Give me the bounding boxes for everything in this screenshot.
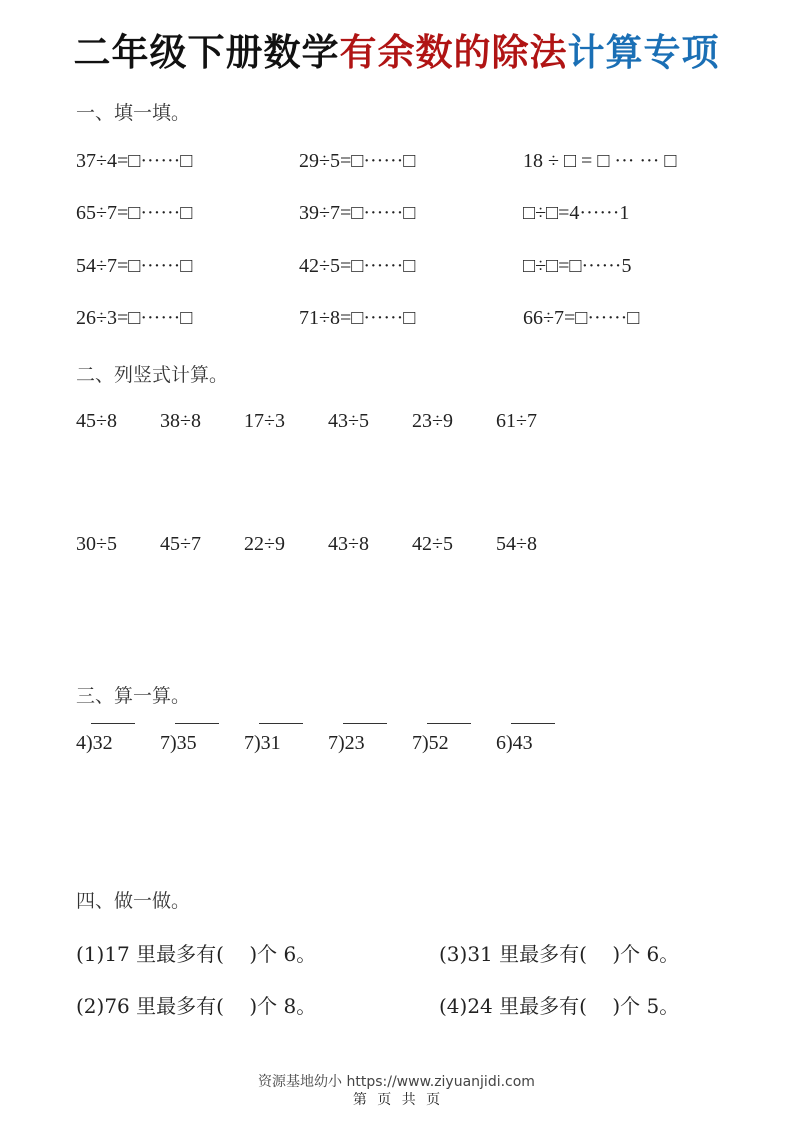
vertical-calc-item: 22÷9	[244, 533, 285, 555]
fill-blank-item: 65÷7=□······□	[76, 202, 193, 224]
title-part-type: 计算专项	[567, 31, 720, 74]
section-3-heading: 三、算一算。	[76, 685, 191, 707]
division-bracket-line	[91, 723, 135, 724]
word-question-item: (1)17 里最多有( )个 6。	[76, 942, 317, 966]
division-bracket-line	[175, 723, 219, 724]
section-4-heading: 四、做一做。	[76, 890, 191, 912]
long-division-text: 4)32	[76, 732, 113, 754]
fill-blank-item: 37÷4=□······□	[76, 150, 193, 172]
vertical-calc-item: 42÷5	[412, 533, 453, 555]
vertical-calc-item: 54÷8	[496, 533, 537, 555]
fill-blank-item: 54÷7=□······□	[76, 255, 193, 277]
fill-blank-item: 39÷7=□······□	[299, 202, 416, 224]
long-division-item	[412, 732, 449, 755]
long-division-item	[160, 732, 197, 755]
fill-blank-item: 26÷3=□······□	[76, 307, 193, 329]
vertical-calc-item: 30÷5	[76, 533, 117, 555]
word-question-item: (4)24 里最多有( )个 5。	[439, 994, 680, 1018]
vertical-calc-item: 17÷3	[244, 410, 285, 432]
fill-blank-item: □÷□=4······1	[523, 202, 630, 224]
long-division-item	[496, 732, 533, 755]
long-division-text: 7)31	[244, 732, 281, 754]
section-2-heading: 二、列竖式计算。	[76, 364, 229, 386]
fill-blank-item: 29÷5=□······□	[299, 150, 416, 172]
long-division-item	[76, 732, 113, 755]
long-division-text: 7)52	[412, 732, 449, 754]
fill-blank-item: □÷□=□······5	[523, 255, 632, 277]
division-bracket-line	[511, 723, 555, 724]
long-division-item	[328, 732, 365, 755]
division-bracket-line	[343, 723, 387, 724]
word-question-item: (2)76 里最多有( )个 8。	[76, 994, 317, 1018]
long-division-text: 6)43	[496, 732, 533, 754]
vertical-calc-item: 43÷8	[328, 533, 369, 555]
page-title	[0, 28, 793, 78]
vertical-calc-item: 45÷7	[160, 533, 201, 555]
section-1-heading: 一、填一填。	[76, 102, 191, 124]
title-part-grade: 二年级下册数学	[73, 31, 340, 74]
vertical-calc-item: 38÷8	[160, 410, 201, 432]
division-bracket-line	[259, 723, 303, 724]
fill-blank-item: 42÷5=□······□	[299, 255, 416, 277]
title-part-topic: 有余数的除法	[339, 31, 568, 74]
vertical-calc-item: 23÷9	[412, 410, 453, 432]
long-division-text: 7)35	[160, 732, 197, 754]
fill-blank-item: 18 ÷ □ = □ ··· ··· □	[523, 150, 677, 172]
word-question-item: (3)31 里最多有( )个 6。	[439, 942, 680, 966]
vertical-calc-item: 61÷7	[496, 410, 537, 432]
fill-blank-item: 71÷8=□······□	[299, 307, 416, 329]
vertical-calc-item: 45÷8	[76, 410, 117, 432]
vertical-calc-item: 43÷5	[328, 410, 369, 432]
footer-page-number: 第 页 共 页	[352, 1092, 441, 1108]
long-division-item	[244, 732, 281, 755]
long-division-text: 7)23	[328, 732, 365, 754]
fill-blank-item: 66÷7=□······□	[523, 307, 640, 329]
footer-source-text: 资源基地幼小 https://www.ziyuanjidi.com	[258, 1074, 535, 1090]
division-bracket-line	[427, 723, 471, 724]
